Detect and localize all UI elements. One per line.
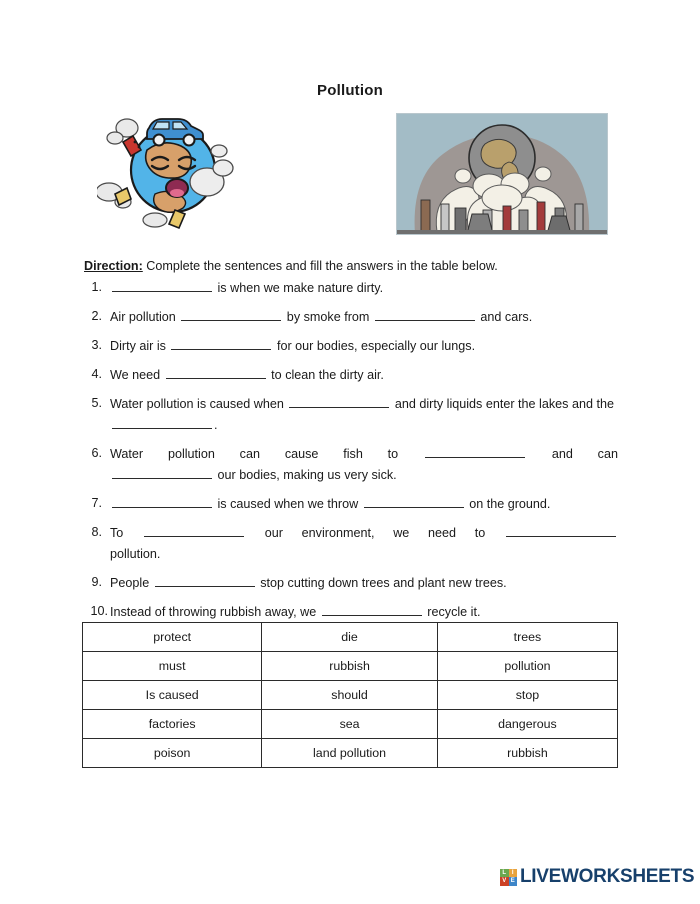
answer-blank[interactable] — [144, 524, 244, 537]
answer-blank[interactable] — [506, 524, 616, 537]
liveworksheets-logo-text: LIVEWORKSHEETS — [520, 866, 695, 887]
question-number: 6. — [91, 446, 102, 460]
table-cell[interactable]: stop — [437, 681, 617, 710]
air-pollution-illustration-image — [396, 113, 608, 235]
answer-blank[interactable] — [425, 445, 525, 458]
table-cell[interactable]: dangerous — [437, 710, 617, 739]
direction-text: Complete the sentences and fill the answers in the table below. — [146, 259, 498, 273]
question-fragment: Dirty air is — [110, 339, 170, 353]
table-cell[interactable]: must — [83, 652, 262, 681]
question-fragment: . — [214, 418, 218, 432]
table-row — [83, 652, 618, 681]
question-number: 2. — [91, 309, 102, 323]
table-cell[interactable]: rubbish — [262, 652, 438, 681]
question-number: 9. — [91, 575, 102, 589]
table-row — [83, 623, 618, 652]
answer-blank[interactable] — [289, 395, 389, 408]
question-item-1 — [84, 278, 618, 299]
question-item-2 — [84, 307, 618, 328]
question-item-8 — [84, 523, 618, 565]
question-fragment: to clean the dirty air. — [267, 368, 384, 382]
question-fragment: on the ground. — [465, 497, 551, 511]
questions-list — [84, 278, 618, 631]
question-text — [110, 365, 618, 386]
question-item-3 — [84, 336, 618, 357]
polluted-earth-cartoon-image — [97, 106, 247, 236]
question-fragment: People — [110, 576, 153, 590]
table-cell[interactable]: rubbish — [437, 739, 617, 768]
question-fragment: for our bodies, especially our lungs. — [273, 339, 476, 353]
question-fragment: our environment, we need to — [246, 526, 504, 540]
logo-square-i: I — [509, 869, 518, 878]
answer-blank[interactable] — [112, 495, 212, 508]
question-fragment: and dirty liquids enter the lakes and the — [391, 397, 614, 411]
question-text — [110, 278, 618, 299]
answer-blank[interactable] — [171, 337, 271, 350]
table-row — [83, 710, 618, 739]
question-item-4 — [84, 365, 618, 386]
table-cell[interactable]: Is caused — [83, 681, 262, 710]
answer-blank[interactable] — [364, 495, 464, 508]
table-cell[interactable]: should — [262, 681, 438, 710]
question-fragment: To — [110, 526, 143, 540]
table-cell[interactable]: factories — [83, 710, 262, 739]
answer-word-bank-table — [82, 622, 618, 768]
table-cell[interactable]: poison — [83, 739, 262, 768]
question-fragment: and can — [527, 447, 618, 461]
question-text — [110, 394, 618, 436]
page-title: Pollution — [317, 82, 383, 99]
table-cell[interactable]: trees — [437, 623, 617, 652]
question-number: 10. — [90, 604, 108, 618]
question-number: 8. — [91, 525, 102, 539]
answer-blank[interactable] — [375, 308, 475, 321]
question-text — [110, 573, 618, 594]
question-fragment: and cars. — [476, 310, 533, 324]
question-fragment: is when we make nature dirty. — [214, 281, 384, 295]
table-cell[interactable]: pollution — [437, 652, 617, 681]
question-number: 7. — [91, 496, 102, 510]
table-row — [83, 681, 618, 710]
direction-row — [84, 258, 624, 274]
table-cell[interactable]: sea — [262, 710, 438, 739]
question-item-7 — [84, 494, 618, 515]
logo-square-v: V — [500, 877, 509, 886]
question-number: 1. — [91, 280, 102, 294]
question-fragment: recycle it. — [423, 605, 481, 619]
question-text — [110, 307, 618, 328]
question-fragment: Water pollution is caused when — [110, 397, 288, 411]
question-fragment: by smoke from — [283, 310, 373, 324]
answer-blank[interactable] — [166, 366, 266, 379]
table-cell[interactable]: die — [262, 623, 438, 652]
answer-blank[interactable] — [181, 308, 281, 321]
liveworksheets-logo[interactable] — [500, 866, 694, 888]
question-item-5 — [84, 394, 618, 436]
table-cell[interactable]: land pollution — [262, 739, 438, 768]
question-text — [110, 444, 618, 486]
direction-label: Direction: — [84, 259, 143, 273]
question-fragment: We need — [110, 368, 164, 382]
question-text — [110, 336, 618, 357]
answer-blank[interactable] — [112, 466, 212, 479]
answer-blank[interactable] — [112, 279, 212, 292]
question-fragment: our bodies, making us very sick. — [214, 468, 397, 482]
logo-square-e: E — [509, 877, 518, 886]
table-cell[interactable]: protect — [83, 623, 262, 652]
question-number: 4. — [91, 367, 102, 381]
question-fragment: pollution. — [110, 547, 161, 561]
answer-blank[interactable] — [112, 416, 212, 429]
question-item-6 — [84, 444, 618, 486]
question-number: 5. — [91, 396, 102, 410]
answer-blank[interactable] — [155, 574, 255, 587]
question-item-10 — [84, 602, 618, 623]
table-row — [83, 739, 618, 768]
liveworksheets-logo-icon — [500, 869, 517, 886]
question-fragment: Instead of throwing rubbish away, we — [110, 605, 320, 619]
question-item-9 — [84, 573, 618, 594]
question-text — [110, 523, 618, 565]
question-fragment: Air pollution — [110, 310, 180, 324]
question-fragment: Water pollution can cause fish to — [110, 447, 424, 461]
question-fragment: is caused when we throw — [214, 497, 362, 511]
question-number: 3. — [91, 338, 102, 352]
question-text — [110, 602, 618, 623]
logo-square-l: L — [500, 869, 509, 878]
answer-blank[interactable] — [322, 603, 422, 616]
question-fragment: stop cutting down trees and plant new trees. — [256, 576, 507, 590]
question-text — [110, 494, 618, 515]
